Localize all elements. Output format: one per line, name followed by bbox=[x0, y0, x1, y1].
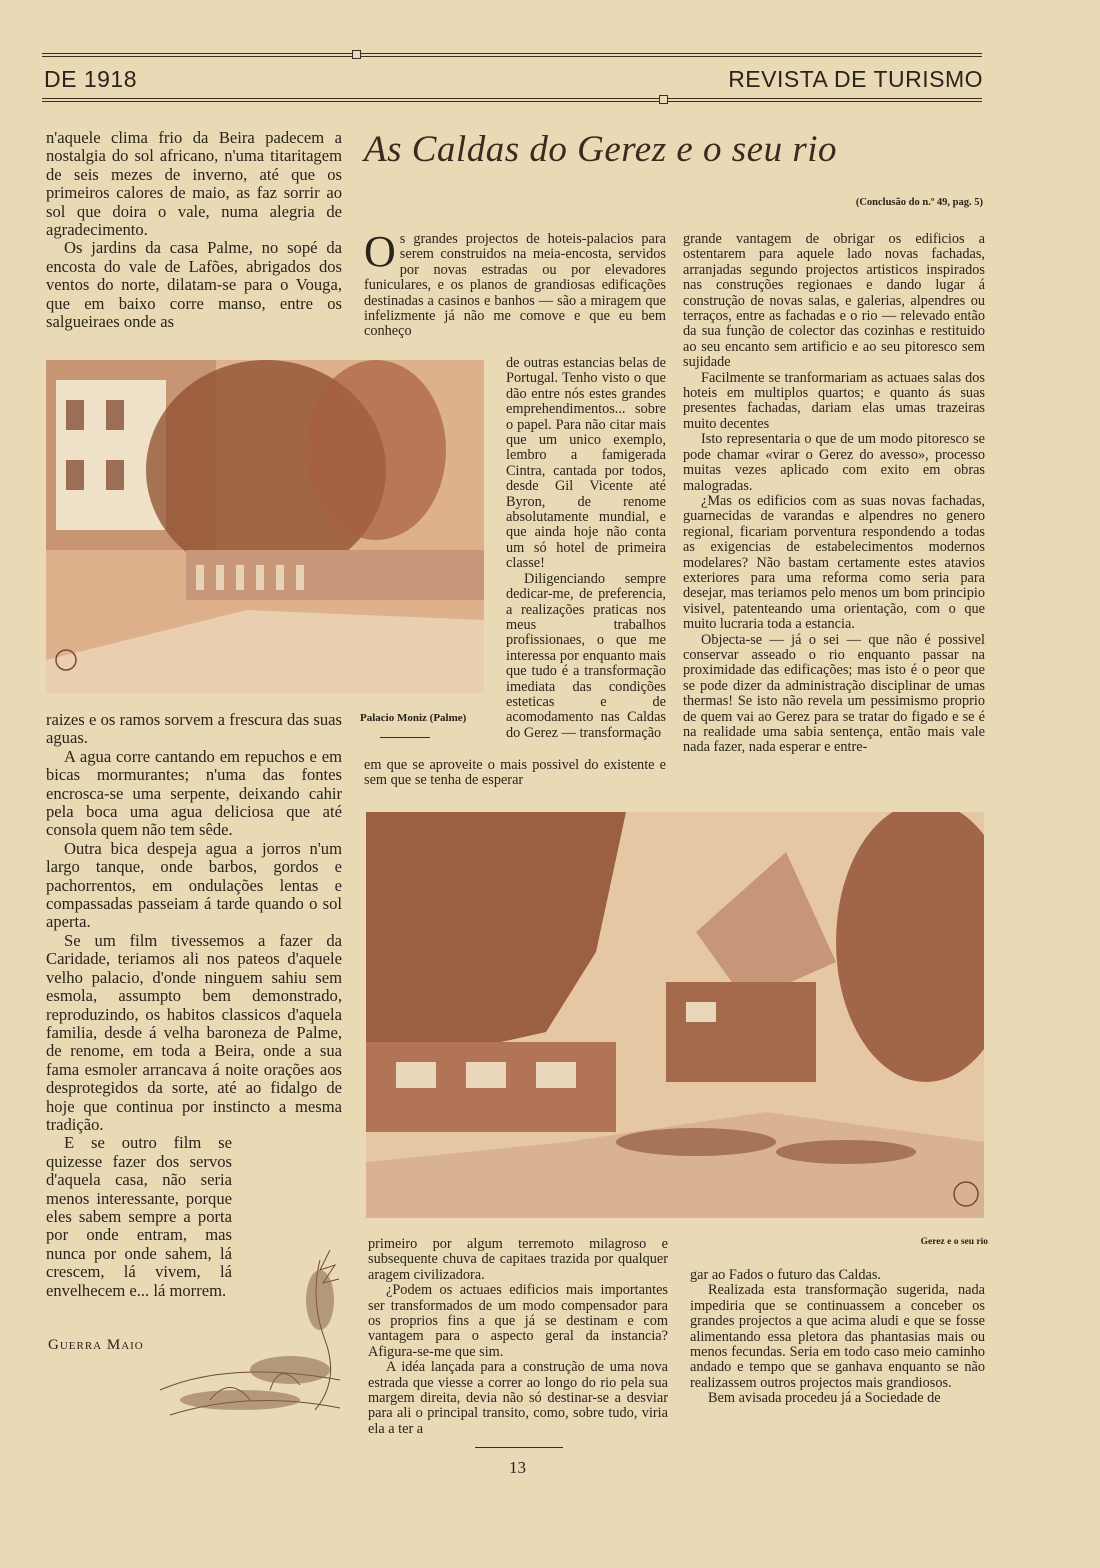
header-right: REVISTA DE TURISMO bbox=[728, 66, 983, 92]
right-paragraph: grande vantagem de obrigar os edificios a ostentarem para aquele lado novas fachadas, arranjadas segundo projectos artisticos inspirados nas construções regionaes e dando lugar á construção de novas salas, e galerias, alpendres ou terraços, entre as fachadas e o rio — relevado então da sua função de colector das cozinhas e restituido ao seu encanto sem artificio e ao seu pitoresco sem sujidade bbox=[683, 231, 985, 371]
photo-gerez-rio bbox=[366, 812, 984, 1218]
right-column bbox=[683, 232, 985, 756]
header-top-rule bbox=[42, 53, 982, 57]
middle-end-text: em que se aproveite o mais possivel do existente e sem que se tenha de esperar bbox=[364, 757, 666, 789]
continuation-note: (Conclusão do n.º 49, pag. 5) bbox=[855, 197, 983, 208]
right-paragraph: Facilmente se tranformariam as actuaes salas dos hoteis em multiplos quartos; e quanto ás suas presentes fachadas, dariam elas umas trazeiras muito decentes bbox=[683, 369, 985, 432]
left-paragraph: A agua corre cantando em repuchos e em bicas mormurantes; n'uma das fontes encrosca-se uma serpente, deixando cahir pela boca uma agua deliciosa que até consola quem não tem sêde. bbox=[46, 746, 342, 840]
header-ornament-2 bbox=[659, 95, 668, 104]
bottom-right-paragraph: gar ao Fados o futuro das Caldas. bbox=[690, 1267, 881, 1283]
middle-intro-text: s grandes projectos de hoteis-palacios para serem construidos na meia-encosta, servidos por novas estradas ou por elevadores funiculares, e os planos de grandiosas edificações destinadas a casinos e banhos — são a miragem que infelizmente já não me comove e que eu bem conheço bbox=[364, 231, 666, 340]
photo-palacio-illustration bbox=[46, 360, 484, 693]
left-paragraph: n'aquele clima frio da Beira padecem a nostalgia do sol africano, n'uma titaritagem de seis mezes de inverno, até que os primeiros calores de maio, as faz sorrir ao sol que doira o vale, numa alegria de agradecimento. bbox=[46, 128, 342, 240]
left-paragraph: raizes e os ramos sorvem a frescura das suas aguas. bbox=[46, 710, 342, 748]
left-column-bottom bbox=[46, 711, 342, 1300]
header-ornament bbox=[352, 50, 361, 59]
decorative-vignette bbox=[150, 1240, 350, 1430]
bottom-right-column bbox=[690, 1268, 985, 1407]
left-paragraph: Se um film tivessemos a fazer da Caridade, teriamos ali nos pateos d'aquele velho palacio, d'onde ninguem sahiu sem esmola, assumpto bem demonstrado, reproduzindo, os habitos classicos d'aquela familia, desde á velha baroneza de Palme, de renome, em toda a Beira, onde a sua fama esmoler arrancava á noite orações aos desprotegidos da sorte, até ao fidalgo de hoje que continua por instincto a mesma tradição. bbox=[46, 930, 342, 1134]
right-paragraph: Objecta-se — já o sei — que não é possivel conservar asseado o rio enquanto passar na proximidade das edificações; mas isto é o peor que se pode dizer da administração disciplinar de umas thermas! Se isto não revela um pessimismo proprio de quem vai ao Gerez para se tratar do figado e se é na realidade uma sabia sentença, então mais vale nada fazer, nada esperar e entre- bbox=[683, 631, 985, 756]
left-paragraph: E se outro film se quizesse fazer dos servos d'aquela casa, não seria menos interessante, porque eles sabem sempre a porta por onde entram, mas nunca por onde sahem, lá crescem, lá vivem, lá envelhecem e... lá morrem. bbox=[46, 1133, 232, 1300]
photo-caption-palacio: Palacio Moniz (Palme) bbox=[360, 712, 467, 724]
author-signature: Guerra Maio bbox=[48, 1337, 144, 1353]
middle-column-narrow bbox=[506, 356, 666, 741]
header-bottom-rule bbox=[42, 98, 982, 102]
caption-rule bbox=[380, 737, 430, 738]
middle-narrow-text: de outras estancias belas de Portugal. Tenho visto o que dão entre nós estes grandes emprehendimentos... sobre o papel. Para não citar mais que um unico exemplo, lembro a famigerada Cintra, cantada por todos, desde Gil Vicente até Byron, de renome absolutamente mundial, e que ainda hoje não conta um só hotel de primeira classe! bbox=[506, 355, 666, 572]
header-left: DE 1918 bbox=[44, 66, 138, 92]
bottom-mid-paragraph: ¿Podem os actuaes edificios mais importantes ser transformados de um modo compensador para os proprios fins a que já se destinam e com vantagem para o aspecto geral da instancia? Afigura-se-me que sim. bbox=[368, 1282, 668, 1360]
dropcap: O bbox=[364, 227, 396, 276]
bottom-right-paragraph: Realizada esta transformação sugerida, nada impediria que se continuassem a conceber os grandes projectos a que acima aludi e que se fosse alimentando essa pletora das phantasias mais ou menos fecundas. Seria em todo caso meio caminho andado e tempo que se ganhava enquanto se não realizassem outros projectos mais grandiosos. bbox=[690, 1282, 985, 1391]
page-number-rule bbox=[475, 1447, 563, 1448]
article-title: As Caldas do Gerez e o seu rio bbox=[364, 129, 838, 170]
left-column-top bbox=[46, 129, 342, 331]
photo-caption-gerez: Gerez e o seu rio bbox=[920, 1237, 988, 1247]
left-paragraph: Os jardins da casa Palme, no sopé da encosta do vale de Lafões, abrigados dos ventos do norte, dilatam-se para o Vouga, que em baixo corre manso, entre os salgueiraes onde as bbox=[46, 238, 342, 332]
bottom-right-paragraph: Bem avisada procedeu já a Sociedade de bbox=[708, 1390, 941, 1407]
middle-column-end bbox=[364, 758, 666, 789]
bottom-middle-column bbox=[368, 1237, 668, 1437]
bottom-mid-paragraph: primeiro por algum terremoto milagroso e subsequente chuva de capitaes trazida por qualquer aragem civilizadora. bbox=[368, 1236, 668, 1283]
right-paragraph: Isto representaria o que de um modo pitoresco se pode chamar «virar o Gerez do avesso», processo muitas vezes aplicado com exito em obras malogradas. bbox=[683, 431, 985, 494]
photo-palacio-moniz bbox=[46, 360, 484, 693]
right-paragraph: ¿Mas os edificios com as suas novas fachadas, guarnecidas de varandas e alpendres no genero regional, ficariam porventura respondendo a todas as exigencias de estabelecimentos modernos modelares? Não bastam certamente estes atavios exteriores para uma reforma como seria para desejar, mas teriamos pelo menos um bom principio visivel, patenteando uma orientação, com o que muito lucraria toda a estancia. bbox=[683, 492, 985, 633]
bottom-mid-paragraph: A idéa lançada para a construção de uma nova estrada que viesse a correr ao longo do rio pela sua margem direita, devia não só destinar-se a desviar para ali o principal transito, como, sobre tudo, viria ela a ter a bbox=[368, 1359, 668, 1437]
photo-gerez-illustration bbox=[366, 812, 984, 1218]
middle-narrow-text-2: Diligenciando sempre dedicar-me, de preferencia, a realizações praticas nos meus trabalhos profissionaes, o que me interessa por enquanto mais que tudo é a transformação imediata das condições esteticas e de acomodamento nas Caldas do Gerez — transformação bbox=[506, 570, 666, 741]
page-number: 13 bbox=[509, 1458, 526, 1477]
middle-column-intro bbox=[364, 227, 666, 340]
left-paragraph: Outra bica despeja agua a jorros n'um largo tanque, onde barbos, gordos e pachorrentos, em ondulações lentas e compassadas passeiam á tarde quando o sol aperta. bbox=[46, 838, 342, 932]
